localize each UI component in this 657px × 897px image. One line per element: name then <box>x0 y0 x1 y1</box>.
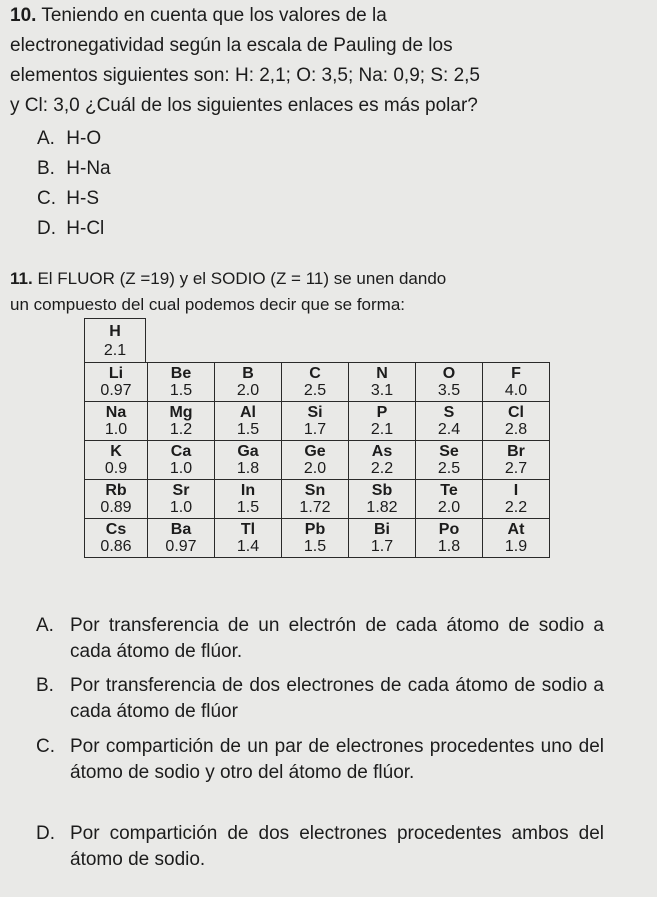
q11-option-d[interactable] <box>36 821 604 873</box>
table-cell-sn <box>282 480 349 519</box>
element-symbol: Ca <box>170 443 192 460</box>
electronegativity-value: 2.0 <box>437 499 461 516</box>
electronegativity-value: 2.0 <box>236 382 260 399</box>
question-11 <box>10 266 606 318</box>
table-cell-tl <box>215 519 282 558</box>
element-symbol: N <box>376 365 388 382</box>
electronegativity-value: 0.86 <box>100 538 132 555</box>
electronegativity-value: 1.5 <box>236 499 260 516</box>
table-row <box>85 441 550 480</box>
element-symbol: Ba <box>170 521 192 538</box>
q10-option-c-text: H-S <box>66 188 100 209</box>
element-symbol: O <box>442 365 456 382</box>
table-cell-br <box>483 441 550 480</box>
electronegativity-value: 0.89 <box>100 499 132 516</box>
element-symbol: Cs <box>105 521 127 538</box>
question-10-line-2: electronegatividad según la escala de Pauling de los <box>10 35 453 56</box>
electronegativity-value: 1.2 <box>169 421 193 438</box>
q10-option-b-letter: B. <box>37 158 55 179</box>
electronegativity-value: 2.7 <box>504 460 528 477</box>
table-cell-bi <box>349 519 416 558</box>
table-cell-o <box>416 363 483 402</box>
element-grid <box>84 362 550 558</box>
element-symbol: S <box>443 404 455 421</box>
electronegativity-value: 2.5 <box>303 382 327 399</box>
q10-option-d-text: H-Cl <box>66 218 105 239</box>
electronegativity-value: 1.5 <box>303 538 327 555</box>
q10-option-d-letter: D. <box>37 218 56 239</box>
electronegativity-value: 1.72 <box>299 499 331 516</box>
q11-option-b-text: Por transferencia de dos electrones de cada átomo de sodio a cada átomo de flúor <box>70 675 604 722</box>
element-symbol: In <box>240 482 256 499</box>
question-10-line-4: y Cl: 3,0 ¿Cuál de los siguientes enlaces es más polar? <box>10 95 478 116</box>
table-row <box>85 363 550 402</box>
electronegativity-value: 3.5 <box>437 382 461 399</box>
electronegativity-value: 0.97 <box>100 382 132 399</box>
electronegativity-value: 1.5 <box>236 421 260 438</box>
element-symbol: Po <box>438 521 460 538</box>
table-cell-at <box>483 519 550 558</box>
q11-option-a-text: Por transferencia de un electrón de cada átomo de sodio a cada átomo de flúor. <box>70 615 604 662</box>
electronegativity-value: 4.0 <box>504 382 528 399</box>
element-symbol: B <box>242 365 254 382</box>
table-cell-sr <box>148 480 215 519</box>
question-10 <box>10 1 606 121</box>
q11-option-d-text: Por compartición de dos electrones procedentes ambos del átomo de sodio. <box>70 823 604 870</box>
q11-option-b[interactable] <box>36 673 604 725</box>
table-row <box>85 480 550 519</box>
table-cell-ca <box>148 441 215 480</box>
question-11-number: 11. <box>10 269 33 288</box>
element-symbol: Cl <box>508 404 524 421</box>
table-cell-rb <box>85 480 148 519</box>
table-cell-n <box>349 363 416 402</box>
element-symbol: Mg <box>169 404 193 421</box>
electronegativity-value: 1.9 <box>504 538 528 555</box>
element-symbol: Br <box>507 443 525 460</box>
electronegativity-value: 1.4 <box>236 538 260 555</box>
table-cell-h-symbol: H <box>109 323 121 340</box>
element-symbol: Ge <box>304 443 326 460</box>
table-cell-as <box>349 441 416 480</box>
q11-option-c-text: Por compartición de un par de electrones procedentes uno del átomo de sodio y otro del átomo de flúor. <box>70 736 604 783</box>
q11-option-c-letter: C. <box>36 736 55 757</box>
table-cell-s <box>416 402 483 441</box>
element-symbol: I <box>513 482 519 499</box>
table-cell-te <box>416 480 483 519</box>
q11-option-d-letter: D. <box>36 823 55 844</box>
electronegativity-value: 1.8 <box>437 538 461 555</box>
electronegativity-value: 2.4 <box>437 421 461 438</box>
element-symbol: F <box>511 365 521 382</box>
element-symbol: Sr <box>172 482 190 499</box>
q11-option-b-letter: B. <box>36 675 54 696</box>
electronegativity-value: 1.7 <box>370 538 394 555</box>
electronegativity-value: 0.97 <box>165 538 197 555</box>
table-cell-f <box>483 363 550 402</box>
element-symbol: Al <box>240 404 256 421</box>
table-cell-sb <box>349 480 416 519</box>
electronegativity-value: 1.5 <box>169 382 193 399</box>
electronegativity-value: 2.5 <box>437 460 461 477</box>
element-symbol: As <box>371 443 393 460</box>
question-11-line-2: un compuesto del cual podemos decir que se forma: <box>10 295 406 314</box>
element-symbol: Sb <box>371 482 393 499</box>
table-cell-ga <box>215 441 282 480</box>
electronegativity-value: 2.8 <box>504 421 528 438</box>
element-symbol: Be <box>170 365 192 382</box>
table-row <box>85 519 550 558</box>
table-cell-i <box>483 480 550 519</box>
table-cell-p <box>349 402 416 441</box>
electronegativity-value: 1.8 <box>236 460 260 477</box>
element-symbol: Na <box>105 404 127 421</box>
table-cell-mg <box>148 402 215 441</box>
electronegativity-value: 3.1 <box>370 382 394 399</box>
table-cell-h-value: 2.1 <box>103 342 127 359</box>
element-symbol: Se <box>439 443 459 460</box>
element-symbol: Li <box>108 365 124 382</box>
table-cell-be <box>148 363 215 402</box>
electronegativity-value: 2.1 <box>370 421 394 438</box>
element-symbol: Te <box>440 482 458 499</box>
table-cell-pb <box>282 519 349 558</box>
element-symbol: Sn <box>304 482 326 499</box>
q10-option-a[interactable] <box>37 126 101 152</box>
q11-option-a-letter: A. <box>36 615 54 636</box>
element-symbol: K <box>110 443 122 460</box>
table-cell-ba <box>148 519 215 558</box>
element-symbol: Rb <box>105 482 127 499</box>
electronegativity-value: 0.9 <box>104 460 128 477</box>
table-cell-k <box>85 441 148 480</box>
q10-option-d[interactable] <box>37 216 104 242</box>
electronegativity-value: 2.2 <box>504 499 528 516</box>
electronegativity-table <box>84 318 550 558</box>
element-symbol: Si <box>307 404 323 421</box>
question-10-number: 10. <box>10 5 37 26</box>
table-cell-c <box>282 363 349 402</box>
element-symbol: C <box>309 365 321 382</box>
question-11-line-1: El FLUOR (Z =19) y el SODIO (Z = 11) se unen dando <box>37 269 447 288</box>
element-symbol: Ga <box>237 443 259 460</box>
element-symbol: Bi <box>374 521 390 538</box>
question-10-text <box>10 1 606 121</box>
table-cell-na <box>85 402 148 441</box>
electronegativity-value: 1.7 <box>303 421 327 438</box>
electronegativity-value: 1.0 <box>169 499 193 516</box>
electronegativity-value: 2.0 <box>303 460 327 477</box>
q10-option-c-letter: C. <box>37 188 56 209</box>
table-cell-si <box>282 402 349 441</box>
question-11-text <box>10 266 606 318</box>
table-row <box>85 402 550 441</box>
q11-option-a[interactable] <box>36 613 604 665</box>
table-cell-al <box>215 402 282 441</box>
question-10-line-1: Teniendo en cuenta que los valores de la <box>41 5 387 26</box>
electronegativity-value: 1.82 <box>366 499 398 516</box>
q10-option-a-text: H-O <box>66 128 102 149</box>
q10-option-c[interactable] <box>37 186 99 212</box>
table-cell-se <box>416 441 483 480</box>
table-cell-h <box>84 318 146 362</box>
electronegativity-value: 1.0 <box>104 421 128 438</box>
element-symbol: Tl <box>240 521 256 538</box>
table-cell-in <box>215 480 282 519</box>
q10-option-a-letter: A. <box>37 128 55 149</box>
table-cell-po <box>416 519 483 558</box>
q10-option-b-text: H-Na <box>66 158 111 179</box>
element-symbol: Pb <box>304 521 326 538</box>
table-cell-ge <box>282 441 349 480</box>
element-symbol: P <box>376 404 388 421</box>
electronegativity-value: 2.2 <box>370 460 394 477</box>
table-cell-cs <box>85 519 148 558</box>
q10-option-b[interactable] <box>37 156 111 182</box>
electronegativity-value: 1.0 <box>169 460 193 477</box>
table-cell-li <box>85 363 148 402</box>
table-cell-b <box>215 363 282 402</box>
q11-option-c[interactable] <box>36 734 604 786</box>
element-symbol: At <box>507 521 525 538</box>
question-10-line-3: elementos siguientes son: H: 2,1; O: 3,5; Na: 0,9; S: 2,5 <box>10 65 480 86</box>
table-cell-cl <box>483 402 550 441</box>
